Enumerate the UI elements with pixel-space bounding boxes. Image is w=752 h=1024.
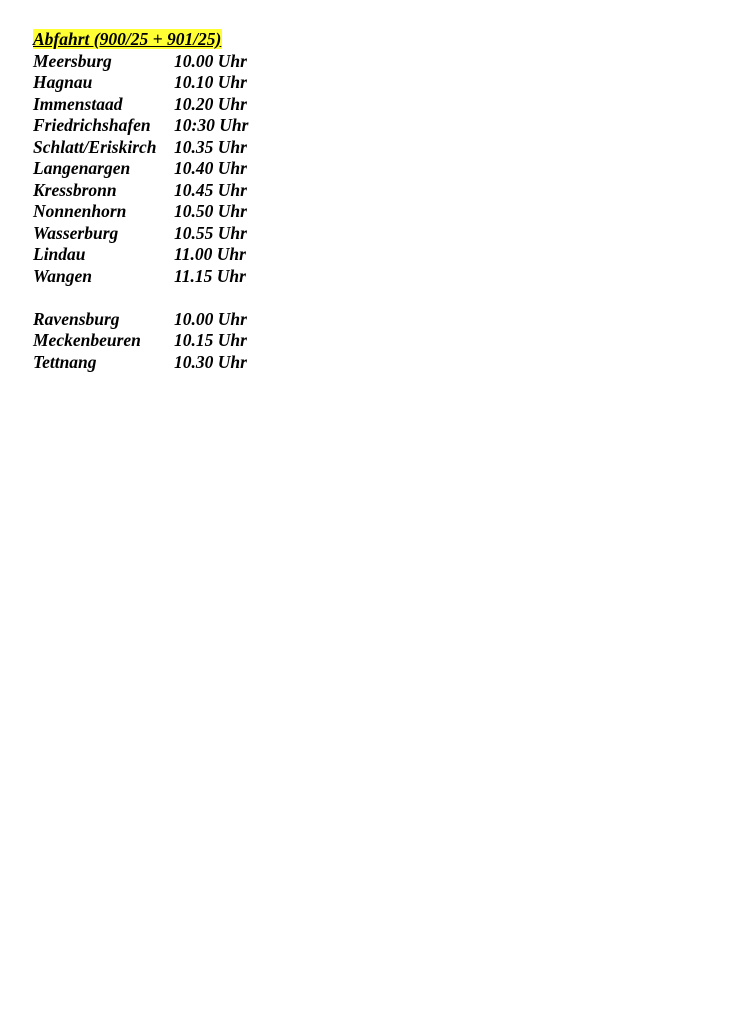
departure-time: 10.30 Uhr xyxy=(174,351,247,372)
station-name: Hagnau xyxy=(33,72,93,92)
departure-time: 10.45 Uhr xyxy=(174,179,247,200)
schedule-row xyxy=(33,201,274,223)
station-name: Friedrichshafen xyxy=(33,115,151,135)
schedule-row xyxy=(33,137,274,159)
departure-time: 11.00 Uhr xyxy=(174,244,246,264)
station-name: Wangen xyxy=(33,265,92,286)
departure-time: 10.00 Uhr xyxy=(174,308,247,329)
departure-time: 10.40 Uhr xyxy=(174,158,247,178)
station-name: Wasserburg xyxy=(33,222,119,243)
departure-time: 10.50 Uhr xyxy=(174,201,247,221)
schedule-title: Abfahrt (900/25 + 901/25) xyxy=(33,29,222,49)
schedule-row xyxy=(33,94,274,116)
station-name: Lindau xyxy=(33,244,86,264)
station-name: Meersburg xyxy=(33,50,112,71)
schedule-row xyxy=(33,266,274,288)
group-spacer xyxy=(33,287,274,309)
schedule-row xyxy=(33,158,274,180)
schedule-row xyxy=(33,352,274,374)
station-name: Tettnang xyxy=(33,351,97,372)
schedule-row xyxy=(33,223,274,245)
station-name: Kressbronn xyxy=(33,179,117,200)
schedule-row xyxy=(33,309,274,331)
departure-time: 10.10 Uhr xyxy=(174,72,247,92)
departure-schedule xyxy=(33,29,274,373)
departure-time: 10.15 Uhr xyxy=(174,330,247,350)
departure-time: 10.55 Uhr xyxy=(174,222,247,243)
station-name: Nonnenhorn xyxy=(33,201,127,221)
departure-time: 11.15 Uhr xyxy=(174,265,246,286)
schedule-row xyxy=(33,115,274,137)
station-name: Langenargen xyxy=(33,158,131,178)
schedule-group-lake xyxy=(33,51,274,288)
departure-time: 10:30 Uhr xyxy=(174,115,249,135)
station-name: Ravensburg xyxy=(33,308,120,329)
station-name: Immenstaad xyxy=(33,93,123,114)
schedule-row xyxy=(33,72,274,94)
station-name: Meckenbeuren xyxy=(33,330,141,350)
schedule-title-row xyxy=(33,29,274,51)
departure-time: 10.00 Uhr xyxy=(174,50,247,71)
schedule-row xyxy=(33,244,274,266)
departure-time: 10.20 Uhr xyxy=(174,93,247,114)
schedule-row xyxy=(33,180,274,202)
departure-time: 10.35 Uhr xyxy=(174,136,247,157)
station-name: Schlatt/Eriskirch xyxy=(33,136,157,157)
schedule-group-inland xyxy=(33,309,274,374)
schedule-row xyxy=(33,330,274,352)
schedule-row xyxy=(33,51,274,73)
